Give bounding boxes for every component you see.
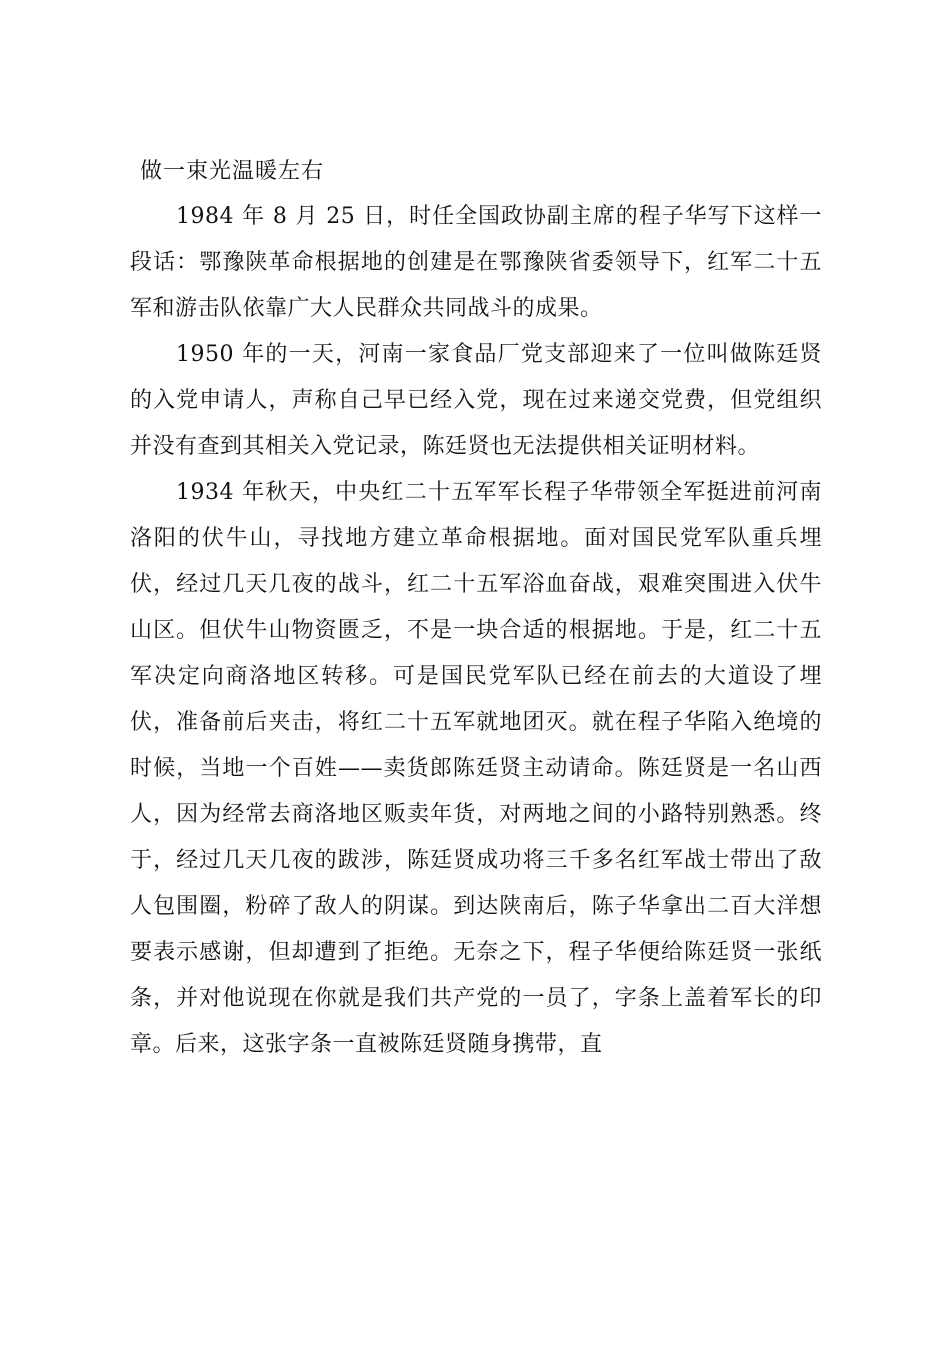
- document-title: 做一束光温暖左右: [140, 159, 325, 184]
- paragraph-2: 1950 年的一天，河南一家食品厂党支部迎来了一位叫做陈廷贤的入党申请人，声称自己早已经入党，现在过来递交党费，但党组织并没有查到其相关入党记录，陈廷贤也无法提供相关证明材料。: [130, 342, 822, 459]
- document-body: [130, 150, 822, 1068]
- paragraph-1: 1984 年 8 月 25 日，时任全国政协副主席的程子华写下这样一段话：鄂豫陕革命根据地的创建是在鄂豫陕省委领导下，红军二十五军和游击队依靠广大人民群众共同战斗的成果。: [130, 204, 822, 321]
- paragraph-3: 1934 年秋天，中央红二十五军军长程子华带领全军挺进前河南洛阳的伏牛山，寻找地方建立革命根据地。面对国民党军队重兵埋伏，经过几天几夜的战斗，红二十五军浴血奋战，艰难突围进入伏牛山区。但伏牛山物资匮乏，不是一块合适的根据地。于是，红二十五军决定向商洛地区转移。可是国民党军队已经在前去的大道设了埋伏，准备前后夹击，将红二十五军就地团灭。就在程子华陷入绝境的时候，当地一个百姓——卖货郎陈廷贤主动请命。陈廷贤是一名山西人，因为经常去商洛地区贩卖年货，对两地之间的小路特别熟悉。终于，经过几天几夜的跋涉，陈廷贤成功将三千多名红军战士带出了敌人包围圈，粉碎了敌人的阴谋。到达陕南后，陈子华拿出二百大洋想要表示感谢，但却遭到了拒绝。无奈之下，程子华便给陈廷贤一张纸条，并对他说现在你就是我们共产党的一员了，字条上盖着军长的印章。后来，这张字条一直被陈廷贤随身携带，直: [130, 480, 822, 1057]
